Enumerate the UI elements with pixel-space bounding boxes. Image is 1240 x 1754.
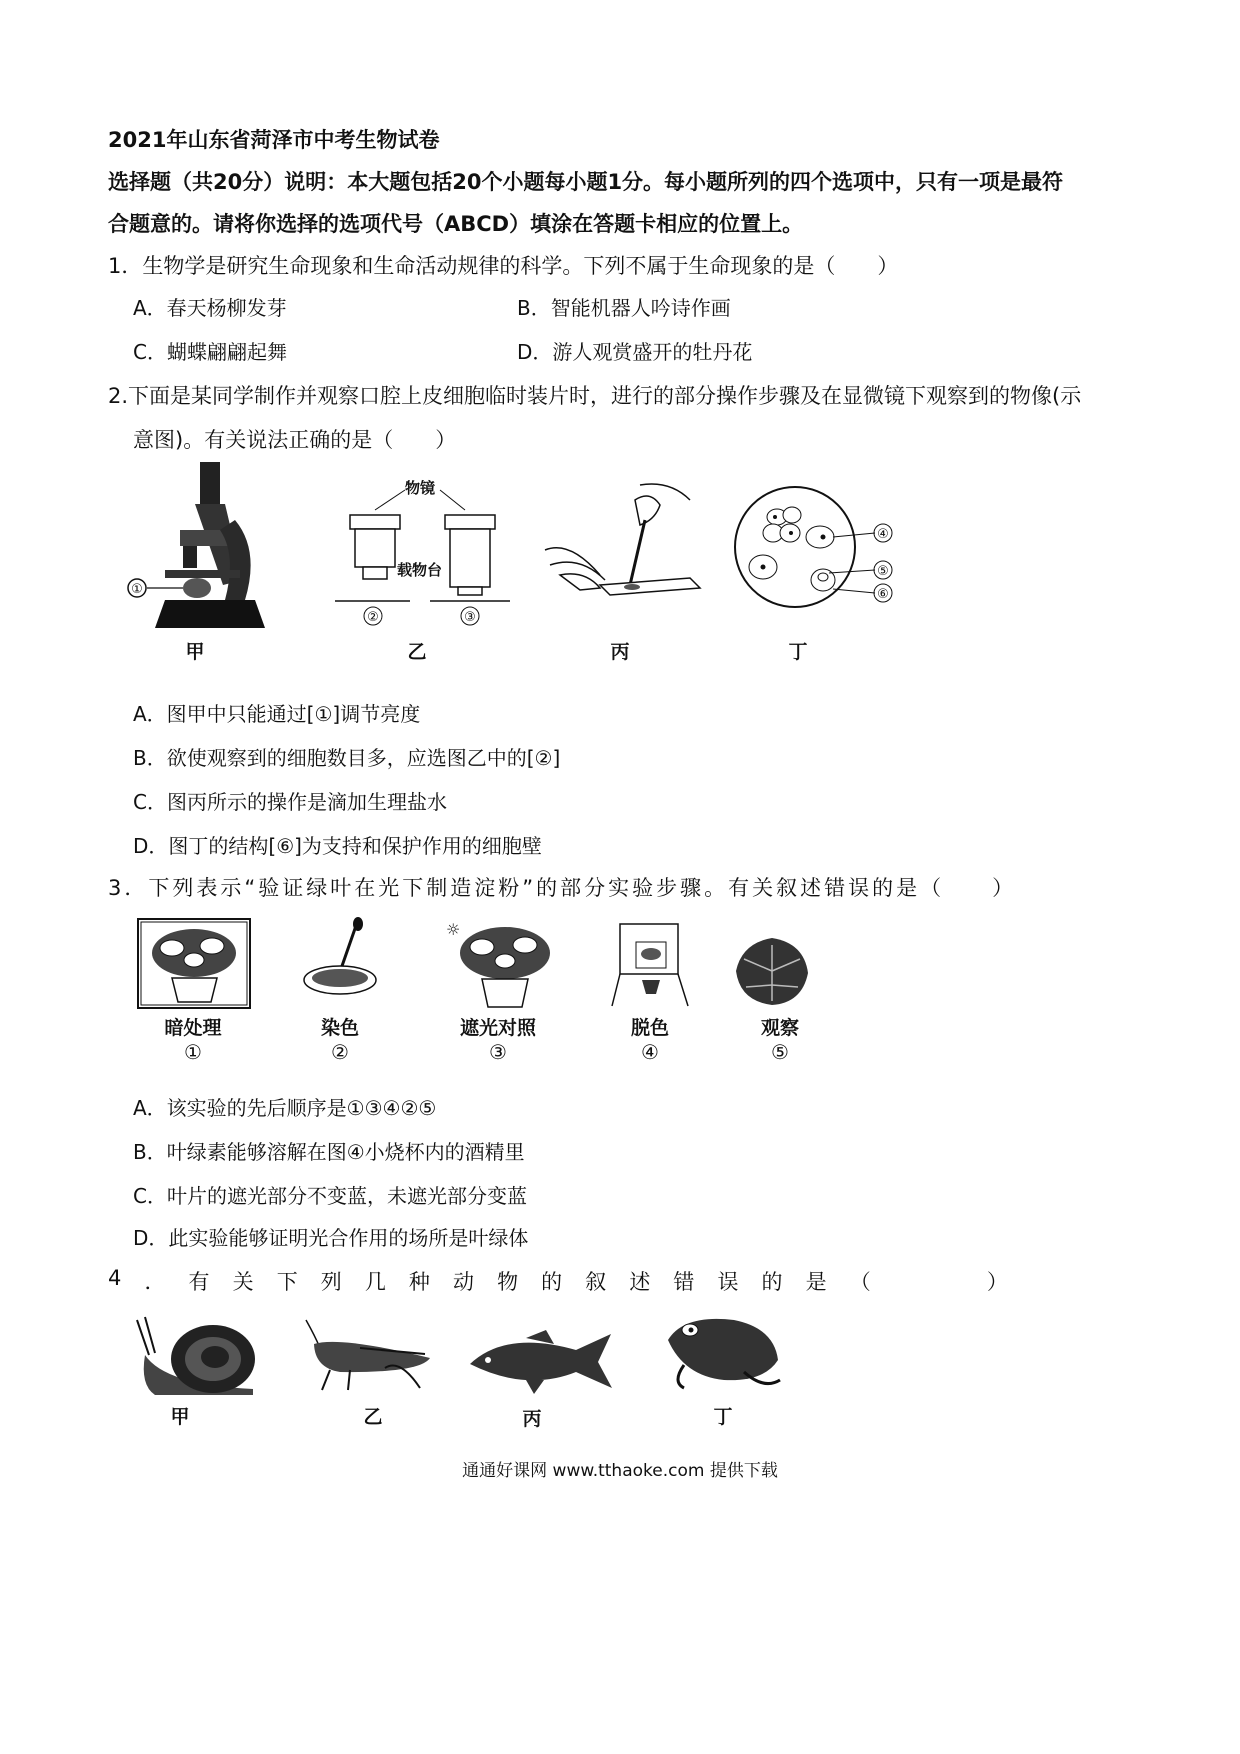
q3-step1-num: ① (184, 1040, 202, 1064)
q3-step1-label: 暗处理 (164, 1017, 222, 1039)
q4-char: 动 (453, 1270, 474, 1294)
q1-stem: 1．生物学是研究生命现象和生命活动规律的科学。下列不属于生命现象的是（ ） (108, 254, 899, 278)
svg-text:☼: ☼ (446, 920, 461, 939)
q2-caption-yi: 乙 (407, 641, 427, 663)
q4-caption-bing: 丙 (522, 1408, 542, 1430)
microscope-figure (125, 460, 275, 635)
q4-char: 列 (320, 1270, 342, 1294)
section-instructions-line2: 合题意的。请将你选择的选项代号（ABCD）填涂在答题卡相应的位置上。 (108, 212, 804, 236)
q1-option-d: D．游人观赏盛开的牡丹花 (517, 340, 753, 364)
q2-option-a: A．图甲中只能通过[①]调节亮度 (133, 702, 421, 726)
grasshopper-figure (300, 1318, 435, 1393)
q3-step4-label: 脱色 (630, 1017, 669, 1039)
q3-step5-label: 观察 (760, 1017, 799, 1039)
q1-option-c: C．蝴蝶翩翩起舞 (133, 340, 287, 364)
light-control-figure (440, 915, 560, 1010)
cells-view-figure (735, 485, 910, 615)
page-title: 2021年山东省菏泽市中考生物试卷 (108, 128, 440, 152)
q4-char: （ (849, 1270, 871, 1294)
q4-caption-ding: 丁 (713, 1406, 733, 1428)
q4-char: 物 (497, 1270, 519, 1294)
q1-option-b: B．智能机器人吟诗作画 (517, 296, 731, 320)
q3-option-d: D．此实验能够证明光合作用的场所是叶绿体 (133, 1226, 529, 1250)
q4-caption-yi: 乙 (363, 1406, 383, 1428)
label-4: ④ (877, 527, 889, 542)
q4-char: ． (144, 1270, 166, 1294)
q4-char: 误 (717, 1270, 739, 1294)
q3-option-a: A．该实验的先后顺序是①③④②⑤ (133, 1096, 437, 1120)
section-instructions-line1: 选择题（共20分）说明：本大题包括20个小题每小题1分。每小题所列的四个选项中，只有一项是最符 (108, 170, 1064, 194)
label-5: ⑤ (877, 564, 889, 579)
q4-char: 几 (364, 1270, 386, 1294)
q4-char: 有 (188, 1270, 210, 1294)
label-2: ② (367, 610, 379, 625)
q4-char: 述 (629, 1270, 651, 1294)
frog-figure (664, 1310, 782, 1392)
q1-option-a: A．春天杨柳发芽 (133, 296, 287, 320)
q2-stem-line2: 意图)。有关说法正确的是（ ） (133, 428, 457, 452)
q2-caption-bing: 丙 (610, 641, 630, 663)
q4-char: 的 (541, 1270, 563, 1294)
q3-step3-label: 遮光对照 (459, 1017, 536, 1039)
staining-figure (300, 918, 380, 998)
snail-figure (135, 1315, 260, 1400)
dark-treatment-figure (137, 918, 252, 1010)
q2-caption-ding: 丁 (788, 641, 808, 663)
label-3: ③ (464, 610, 476, 625)
decolor-figure (612, 918, 694, 1008)
q4-char: 是 (805, 1270, 827, 1294)
objectives-figure (335, 475, 515, 625)
label-6: ⑥ (877, 587, 889, 602)
q4-stem (108, 1266, 1008, 1296)
q4-char: 种 (408, 1270, 430, 1294)
objective-label: 物镜 (405, 479, 436, 497)
observe-leaf-figure (732, 935, 812, 1007)
q3-step2-num: ② (331, 1040, 349, 1064)
q4-char: 关 (232, 1270, 254, 1294)
q2-option-c: C．图丙所示的操作是滴加生理盐水 (133, 790, 447, 814)
stage-label: 载物台 (397, 561, 443, 579)
q3-step3-num: ③ (489, 1040, 507, 1064)
q2-caption-jia: 甲 (185, 641, 205, 663)
q4-char: 4 (108, 1266, 122, 1290)
footer-credit: 通通好课网 www.tthaoke.com 提供下载 (462, 1461, 778, 1481)
label-1: ① (131, 582, 143, 597)
q3-option-b: B．叶绿素能够溶解在图④小烧杯内的酒精里 (133, 1140, 525, 1164)
q2-stem-line1: 2.下面是某同学制作并观察口腔上皮细胞临时装片时，进行的部分操作步骤及在显微镜下观察到的物像(示 (108, 384, 1082, 408)
q3-stem: 3．下列表示“验证绿叶在光下制造淀粉”的部分实验步骤。有关叙述错误的是（ ） (108, 876, 1017, 900)
fish-figure (466, 1328, 616, 1396)
q4-char: 错 (673, 1270, 695, 1294)
q3-step4-num: ④ (641, 1040, 659, 1064)
q4-char: ） (986, 1270, 1008, 1294)
q4-char: 叙 (585, 1270, 607, 1294)
pipette-slide-figure (540, 480, 710, 610)
q2-option-b: B．欲使观察到的细胞数目多，应选图乙中的[②] (133, 746, 561, 770)
q3-step2-label: 染色 (320, 1017, 359, 1039)
q4-char: 的 (761, 1270, 783, 1294)
q3-step5-num: ⑤ (771, 1040, 789, 1064)
q3-option-c: C．叶片的遮光部分不变蓝，未遮光部分变蓝 (133, 1184, 527, 1208)
q4-char: 下 (276, 1270, 298, 1294)
q2-option-d: D．图丁的结构[⑥]为支持和保护作用的细胞壁 (133, 834, 542, 858)
q4-caption-jia: 甲 (170, 1406, 190, 1428)
